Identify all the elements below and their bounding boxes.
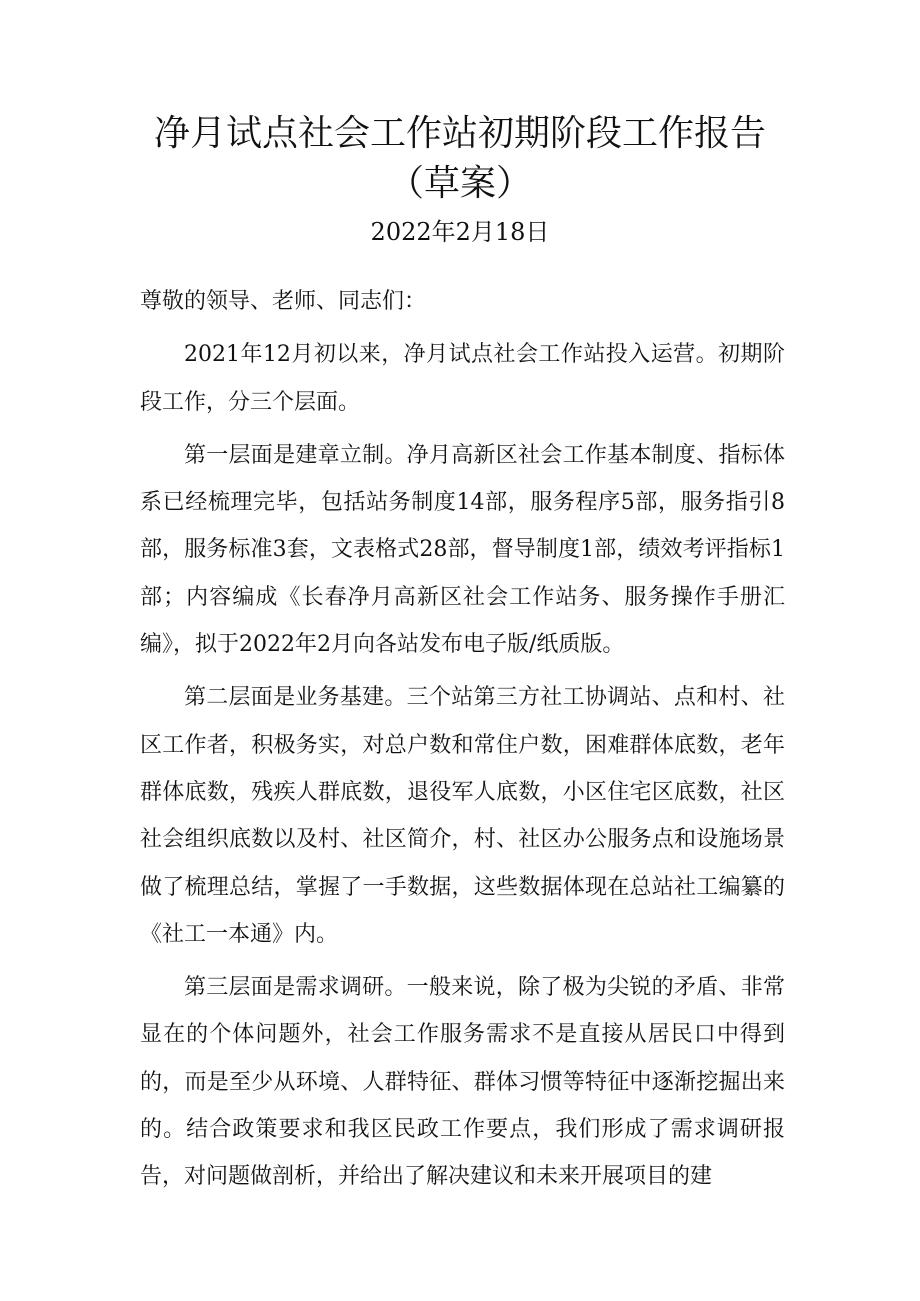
document-subtitle: （草案） bbox=[387, 163, 532, 204]
paragraph-layer-three: 第三层面是需求调研。一般来说，除了极为尖锐的矛盾、非常显在的个体问题外，社会工作服务需求不是直接从居民口中得到的，而是至少从环境、人群特征、群体习惯等特征中逐渐挖掘出来的。结合政策要求和我区民政工作要点，我们形成了需求调研报告，对问题做剖析，并给出了解决建议和未来开展项目的建 bbox=[140, 975, 785, 1190]
document-title: 净月试点社会工作站初期阶段工作报告 bbox=[153, 113, 766, 154]
salutation: 尊敬的领导、老师、同志们： bbox=[140, 289, 427, 314]
paragraph-layer-one: 第一层面是建章立制。净月高新区社会工作基本制度、指标体系已经梳理完毕，包括站务制度14部，服务程序5部，服务指引8部，服务标准3套，文表格式28部，督导制度1部，绩效考评指标1部；内容编成《长春净月高新区社会工作站务、服务操作手册汇编》，拟于2022年2月向各站发布电子版/纸质版。 bbox=[140, 442, 785, 658]
document-date: 2022年2月18日 bbox=[370, 218, 550, 246]
paragraph-intro: 2021年12月初以来，净月试点社会工作站投入运营。初期阶段工作，分三个层面。 bbox=[140, 342, 785, 415]
document-body bbox=[140, 278, 785, 1201]
paragraph-layer-two: 第二层面是业务基建。三个站第三方社工协调站、点和村、社区工作者，积极务实，对总户数和常住户数，困难群体底数，老年群体底数，残疾人群底数，退役军人底数，小区住宅区底数，社区社会组织底数以及村、社区简介，村、社区办公服务点和设施场景做了梳理总结，掌握了一手数据，这些数据体现在总站社工编纂的《社工一本通》内。 bbox=[140, 685, 785, 947]
